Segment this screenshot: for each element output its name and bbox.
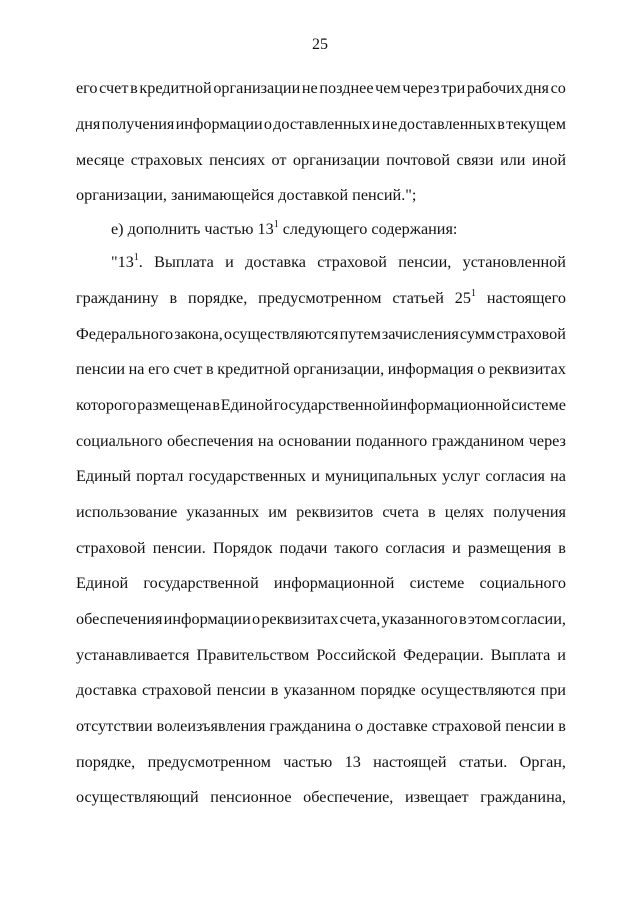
word: статьи.	[458, 753, 508, 771]
word: доставленных	[398, 115, 497, 133]
article-reference-superscript: 1	[470, 287, 476, 299]
word: кредитной	[217, 360, 290, 378]
word: устанавливается	[76, 646, 190, 664]
word: Российской	[316, 646, 397, 664]
word: указанном	[283, 681, 356, 699]
word: которого	[76, 396, 137, 414]
word: организации	[292, 151, 380, 169]
word: информации	[163, 610, 251, 628]
word: указанного	[381, 610, 458, 628]
p3-line-12	[76, 645, 566, 665]
word: предусмотренном	[258, 289, 382, 307]
word: счет	[99, 79, 129, 97]
p3-article-number-text: "13	[111, 253, 134, 271]
p2-text-after: следующего содержания:	[278, 220, 458, 238]
word: волеизъявления	[156, 717, 266, 735]
word: три	[441, 79, 466, 97]
word: осуществляющий	[76, 788, 199, 806]
word: от	[271, 151, 287, 169]
word: страховой	[141, 681, 212, 699]
word: его	[148, 360, 170, 378]
word: доставка	[245, 253, 306, 271]
word: такого	[334, 539, 379, 557]
p2-line-1	[111, 219, 566, 239]
p3-line-6	[76, 431, 566, 451]
word: Единой	[76, 574, 129, 592]
p3-line-11	[76, 609, 566, 629]
word: организации,	[293, 360, 385, 378]
p1-line-2	[76, 114, 566, 134]
word: текущем	[506, 115, 566, 133]
page-number: 25	[312, 36, 328, 53]
word: настоящего	[486, 289, 566, 307]
word: информация	[387, 360, 474, 378]
p3-line-9	[76, 538, 566, 558]
word: в	[130, 79, 138, 97]
word: Федерации.	[403, 646, 484, 664]
p3-line-1	[111, 252, 566, 272]
p1-line-4: организации, занимающейся доставкой пенсий.";	[76, 186, 417, 204]
word: иной	[531, 151, 566, 169]
word: информационной	[389, 396, 511, 414]
word: извещает	[404, 788, 469, 806]
word: его	[76, 79, 98, 97]
p3-line-16	[76, 787, 566, 807]
word: страховой	[76, 539, 146, 557]
word: 13	[344, 753, 361, 771]
word: размещения	[467, 539, 552, 557]
word: и	[225, 253, 234, 271]
word: настоящей	[373, 753, 447, 771]
p3-line-5	[76, 395, 566, 415]
p2-text-before: е) дополнить частью 13	[111, 220, 274, 238]
word: страховых	[130, 151, 203, 169]
word: услуг	[442, 467, 481, 485]
word: пенсии.	[152, 539, 206, 557]
word: на	[550, 467, 566, 485]
word: согласия	[385, 539, 446, 557]
word: Единый	[76, 467, 131, 485]
word: согласии,	[500, 610, 566, 628]
word: осуществляются	[420, 681, 536, 699]
word: гражданина	[269, 717, 352, 735]
p3-line-13	[76, 680, 566, 700]
word: и	[557, 646, 566, 664]
word: Единой	[220, 396, 273, 414]
word: кредитной	[139, 79, 212, 97]
word: в	[428, 503, 436, 521]
p1-line-3	[76, 150, 566, 170]
word: гражданину	[76, 289, 159, 307]
word: гражданином	[431, 432, 525, 450]
p2-superscript: 1	[273, 218, 279, 230]
word: рабочих	[466, 79, 523, 97]
word: статьей	[392, 289, 444, 307]
word: не	[381, 115, 398, 133]
word: путем	[339, 325, 381, 343]
word: пенсиях	[209, 151, 266, 169]
p3-line-7	[76, 466, 566, 486]
p3-line-2	[76, 288, 566, 308]
word: через	[402, 79, 440, 97]
word: о	[251, 610, 261, 628]
word: счет	[173, 360, 203, 378]
word: в	[212, 396, 220, 414]
word: Правительством	[196, 646, 310, 664]
word: Выплата	[490, 646, 551, 664]
word: порядке	[360, 681, 416, 699]
word: о	[355, 717, 364, 735]
word: счета,	[339, 610, 381, 628]
word: страховой	[431, 717, 502, 735]
word: частью	[283, 753, 333, 771]
word: отсутствии	[76, 717, 153, 735]
word: организации	[213, 79, 301, 97]
word: Орган,	[519, 753, 566, 771]
p3-line-15	[76, 752, 566, 772]
word: порядке,	[188, 289, 248, 307]
p3-article-number-tail: .	[138, 253, 143, 271]
word: в	[459, 610, 467, 628]
word: порядке,	[76, 753, 136, 771]
word: о	[263, 115, 272, 133]
word: государственных	[188, 467, 307, 485]
word: сумм	[459, 325, 496, 343]
word: им	[268, 503, 288, 521]
word: дня	[76, 115, 101, 133]
word: в	[169, 289, 178, 307]
word: реквизитах	[488, 360, 566, 378]
word: закона,	[174, 325, 223, 343]
word: о	[477, 360, 486, 378]
word: доставленных	[273, 115, 371, 133]
word: связи	[456, 151, 494, 169]
word: социального	[76, 432, 163, 450]
word: со	[550, 79, 566, 97]
word: указанных	[186, 503, 260, 521]
word: информации	[175, 115, 263, 133]
word: и	[371, 115, 381, 133]
word: портал	[136, 467, 184, 485]
word: осуществляются	[223, 325, 339, 343]
p3-line-4	[76, 359, 566, 379]
word: зачисления	[381, 325, 459, 343]
word: подачи	[279, 539, 328, 557]
word: доставке	[367, 717, 428, 735]
article-reference	[455, 288, 476, 308]
word: месяце	[76, 151, 125, 169]
word: счета	[382, 503, 419, 521]
p3-line-14	[76, 716, 566, 736]
word: установленной	[462, 253, 566, 271]
p3-line-8	[76, 502, 566, 522]
word: Выплата	[154, 253, 214, 271]
word: дня	[524, 79, 549, 97]
word: получения	[101, 115, 175, 133]
word: целях	[444, 503, 485, 521]
p3-line-3	[76, 324, 566, 344]
word: предусмотренном	[147, 753, 271, 771]
word: пенсии	[505, 717, 555, 735]
word: Порядок	[212, 539, 273, 557]
word: пенсионное	[210, 788, 292, 806]
word: в	[270, 681, 279, 699]
word: через	[528, 432, 566, 450]
word: на	[128, 360, 145, 378]
word: муниципальных	[324, 467, 438, 485]
word: использование	[76, 503, 178, 521]
word: в	[497, 115, 505, 133]
word: и	[452, 539, 461, 557]
word: поданного	[355, 432, 428, 450]
p1-line-1	[76, 78, 566, 98]
p3-article-number	[111, 252, 143, 272]
word: в	[206, 360, 214, 378]
word: почтовой	[386, 151, 451, 169]
word: системе	[409, 574, 465, 592]
word: получения	[493, 503, 566, 521]
word: системе	[511, 396, 566, 414]
p3-article-superscript: 1	[133, 251, 139, 263]
word: обеспечения	[76, 610, 163, 628]
word: в	[558, 539, 566, 557]
word: основании	[278, 432, 352, 450]
word: гражданина,	[480, 788, 566, 806]
word: в	[558, 717, 566, 735]
word: доставка	[76, 681, 137, 699]
word: пенсии	[216, 681, 266, 699]
word: пенсии,	[398, 253, 452, 271]
article-reference-number: 25	[454, 289, 471, 307]
word: реквизитах	[261, 610, 339, 628]
word: страховой	[317, 253, 387, 271]
word: страховой	[496, 325, 566, 343]
word: на	[257, 432, 274, 450]
word: и	[311, 467, 320, 485]
word: реквизитов	[296, 503, 374, 521]
word: социального	[479, 574, 566, 592]
word: позднее	[319, 79, 374, 97]
word: обеспечение,	[303, 788, 394, 806]
word: государственной	[273, 396, 390, 414]
word: или	[500, 151, 526, 169]
word: не	[301, 79, 318, 97]
word: обеспечения	[166, 432, 254, 450]
word: государственной	[143, 574, 259, 592]
word: размещена	[137, 396, 212, 414]
word: этом	[467, 610, 500, 628]
word: при	[540, 681, 566, 699]
word: Федерального	[76, 325, 174, 343]
p3-line-10	[76, 573, 566, 593]
word: пенсии	[76, 360, 126, 378]
word: чем	[375, 79, 401, 97]
word: информационной	[273, 574, 395, 592]
word: согласия	[485, 467, 545, 485]
